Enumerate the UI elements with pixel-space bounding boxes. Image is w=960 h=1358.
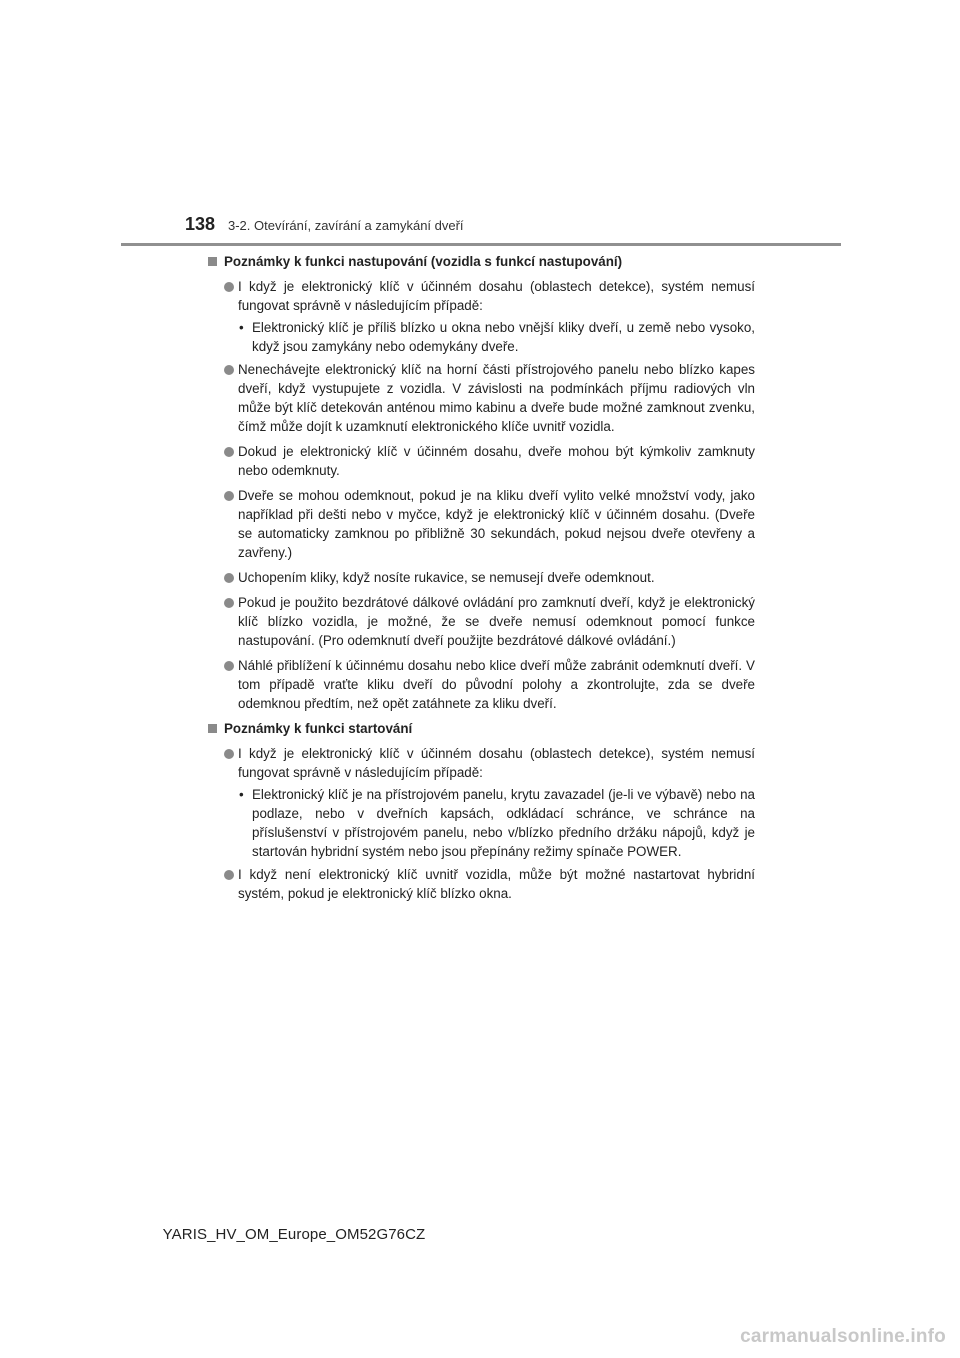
list-item: [210, 277, 755, 315]
list-item-text: Uchopením kliky, když nosíte rukavice, se nemusejí dveře odemknout.: [238, 570, 655, 585]
square-bullet-icon: [208, 257, 217, 266]
section-title: 3-2. Otevírání, zavírání a zamykání dveří: [228, 218, 464, 233]
list-item-text: Dokud je elektronický klíč v účinném dosahu, dveře mohou být kýmkoliv zamknuty nebo odemknuty.: [238, 444, 755, 478]
circle-bullet-icon: [224, 870, 234, 880]
list-item-text: Náhlé přiblížení k účinnému dosahu nebo klice dveří může zabránit odemknutí dveří. V tom případě vraťte kliku dveří do původní polohy a zkontrolujte, zda se dveře odemknou předtím, než opět zatáhnete za kliku dveří.: [238, 658, 755, 711]
list-item: [210, 568, 755, 587]
circle-bullet-icon: [224, 447, 234, 457]
circle-bullet-icon: [224, 749, 234, 759]
document-footer: [0, 1226, 960, 1243]
list-item: [210, 865, 755, 903]
list-item: [210, 593, 755, 650]
page-header: [185, 214, 494, 235]
circle-bullet-icon: [224, 598, 234, 608]
page-content: [210, 252, 755, 909]
circle-bullet-icon: [224, 661, 234, 671]
footer-code: YARIS_HV_OM_Europe_OM52G76CZ: [162, 1226, 426, 1243]
list-item: [210, 442, 755, 480]
list-item-text: Pokud je použito bezdrátové dálkové ovládání pro zamknutí dveří, když je elektronický klíč blízko vozidla, je možné, že se dveře nemusí odemknout pomocí funkce nastupování. (Pro odemknutí dveří použijte bezdrátové dálkové ovládání.): [238, 595, 755, 648]
list-item-text: I když není elektronický klíč uvnitř vozidla, může být možné nastartovat hybridní systém, pokud je elektronický klíč blízko okna.: [238, 867, 755, 901]
circle-bullet-icon: [224, 573, 234, 583]
list-item: [210, 656, 755, 713]
list-item: [210, 486, 755, 562]
list-item-text: I když je elektronický klíč v účinném dosahu (oblastech detekce), systém nemusí fungovat správně v následujícím případě:: [238, 279, 755, 313]
circle-bullet-icon: [224, 491, 234, 501]
section-heading-text: Poznámky k funkci nastupování (vozidla s funkcí nastupování): [224, 254, 623, 269]
list-item-text: Dveře se mohou odemknout, pokud je na kliku dveří vylito velké množství vody, jako například při dešti nebo v myčce, když je elektronický klíč v účinném dosahu. (Dveře se automaticky zamknou po přibližně 30 sekundách, pokud nejsou dveře otevřeny a zavřeny.): [238, 488, 755, 560]
sub-list-item: [210, 318, 755, 356]
list-item-text: Nenechávejte elektronický klíč na horní části přístrojového panelu nebo blízko kapes dveří, když vystupujete z vozidla. V závislosti na podmínkách příjmu radiových vln může být klíč detekován anténou mimo kabinu a dveře bude možné zamknout zvenku, čímž může dojít k uzamknutí elektronického klíče uvnitř vozidla.: [238, 362, 755, 434]
list-item: [210, 360, 755, 436]
sub-list-item-text: Elektronický klíč je příliš blízko u okna nebo vnější kliky dveří, u země nebo vysoko, když jsou zamykány nebo odemykány dveře.: [252, 320, 755, 354]
dot-bullet-icon: •: [239, 787, 244, 802]
list-item: [210, 744, 755, 782]
circle-bullet-icon: [224, 365, 234, 375]
section-heading: [208, 719, 755, 738]
sub-list-item: [210, 785, 755, 861]
header-divider: [121, 243, 841, 246]
sub-list-item-text: Elektronický klíč je na přístrojovém panelu, krytu zavazadel (je-li ve výbavě) nebo na podlaze, nebo v dveřních kapsách, odkládací schránce, ve schránce na příslušenství v přístrojovém panelu, nebo v/blízko předního držáku nápojů, když je startován hybridní systém nebo jsou přepínány režimy spínače POWER.: [252, 787, 755, 859]
circle-bullet-icon: [224, 282, 234, 292]
section-heading-text: Poznámky k funkci startování: [224, 721, 413, 736]
watermark: carmanualsonline.info: [740, 1326, 946, 1347]
dot-bullet-icon: •: [239, 320, 244, 335]
square-bullet-icon: [208, 724, 217, 733]
section-heading: [208, 252, 755, 271]
list-item-text: I když je elektronický klíč v účinném dosahu (oblastech detekce), systém nemusí fungovat správně v následujícím případě:: [238, 746, 755, 780]
page-number: 138: [185, 214, 216, 234]
